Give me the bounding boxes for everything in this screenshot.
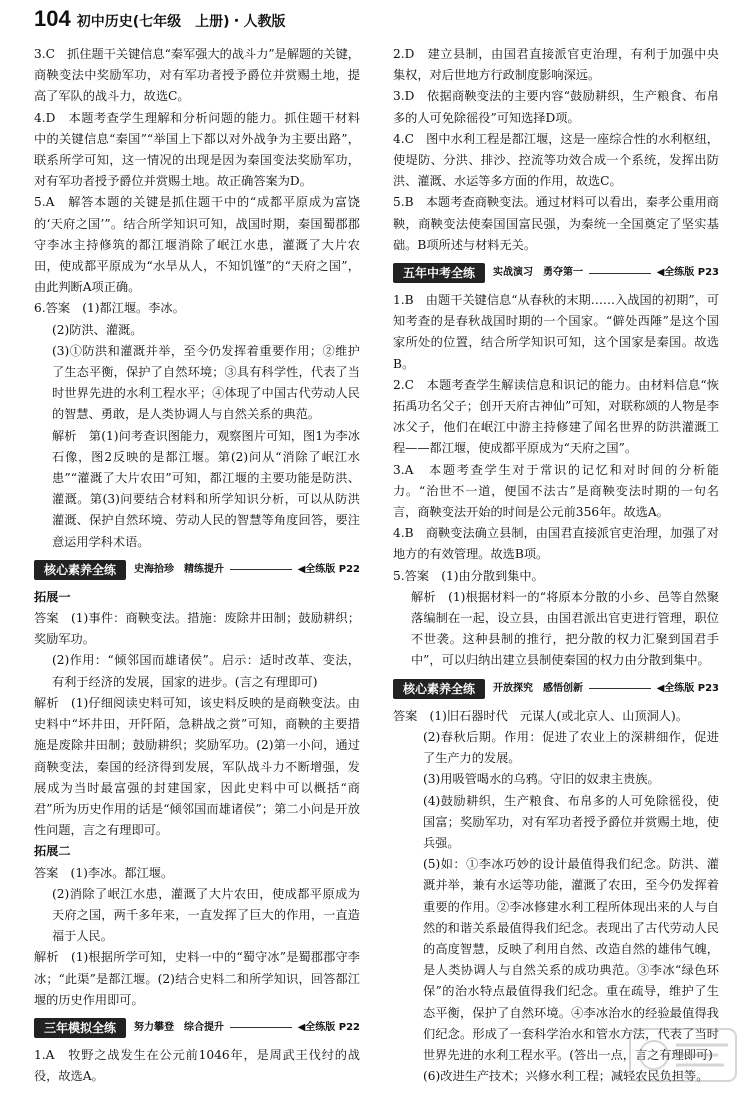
extension-two-analysis: 解析 (1)根据所学可知，史料一中的“蜀守冰”是蜀郡郡守李冰；“此渠”是都江堰。(2)结合史料二和所学知识，回答都江堰的历史作用即可。 <box>34 950 360 1007</box>
open-answer-5: (5)如：①李冰巧妙的设计最值得我们纪念。防洪、灌溉并举，兼有水运等功能，灌溉了农田，至今仍发挥着重要的作用。②李冰修建水利工程所体现出来的人与自然的和谐关系最值得我们纪念。表现出了古代劳动人民的高度智慧，反映了利用自然、改造自然的雄伟气魄，是人类协调人与自然关系的成功典范。③李冰“绿色环保”的治水特点最值得我们纪念。重在疏导，维护了生态平衡，保护了自然环境。④李冰治水的经验最值得我们纪念。形成了一套科学治水和管水方法，代表了当时世界先进的水利工程水平。(答出一点，言之有理即可) <box>423 857 719 1062</box>
watermark-logo <box>628 1025 738 1085</box>
section-subtitle: 开放探究 感悟创新 <box>493 683 584 695</box>
section-bar-five-year <box>393 262 719 284</box>
section-subtitle: 努力攀登 综合提升 <box>134 1022 225 1034</box>
extension-one-answer: 答案 (1)事件：商鞅变法。措施：废除井田制；鼓励耕织；奖励军功。 <box>34 611 360 647</box>
extension-two-answer-2: (2)消除了岷江水患，灌溉了大片农田，使成都平原成为天府之国，两千多年来，一直发挥了巨大的作用，一直造福于人民。 <box>52 886 360 944</box>
analysis-5: 解析 (1)根据材料一的“将原本分散的小乡、邑等自然聚落编制在一起，设立县，由国君派出官吏进行管理，职位不世袭。这种县制的推行，把分散的权力汇聚到国君手中”，可以归纳出建立县制使秦国的权力由分散到集中。 <box>411 589 719 668</box>
page-ref: ◀全练版 P23 <box>656 683 719 695</box>
section-tag: 五年中考全练 <box>393 263 485 283</box>
page-ref: ◀全练版 P22 <box>297 1022 360 1034</box>
page-number: 104 <box>34 6 71 31</box>
extension-one-answer-2: (2)作用：“倾邻国而雄诸侯”。启示：适时改革、变法，有利于经济的发展，国家的进步。(言之有理即可) <box>52 653 360 689</box>
extension-one-analysis: 解析 (1)仔细阅读史料可知，该史料反映的是商鞅变法。由史料中“坏井田，开阡陌，急耕战之赏”可知，商鞅的主要措施是废除井田制；鼓励耕织；奖励军功。(2)第一小问，通过商鞅变法，秦国的经济得到发展，军队战斗力不断增强，发展成为当时最富强的封建国家，因此史料中可以概括“商君”所为历史作用的话是“倾邻国而雄诸侯”；第二小问是开放性问题，言之有理即可。 <box>34 695 360 838</box>
section-bar-core-literacy-2 <box>393 678 719 700</box>
open-answer-6: (6)改进生产技术；兴修水利工程；减轻农民负担等。 <box>423 1069 709 1084</box>
answer-6-2: (2)防洪、灌溉。 <box>52 322 143 337</box>
answer-2d: 2.D 建立县制，由国君直接派官吏治理，有利于加强中央集权，对后世地方行政制度影响深远。 <box>393 47 719 83</box>
divider <box>230 1027 292 1028</box>
answer-4b: 4.B 商鞅变法确立县制，由国君直接派官吏治理，加强了对地方的有效管理。故选B项。 <box>393 526 719 562</box>
extension-two-answer: 答案 (1)李冰。都江堰。 <box>34 865 174 880</box>
section-tag: 三年模拟全练 <box>34 1018 126 1038</box>
answer-6: 6.答案 (1)都江堰。李冰。 <box>34 301 185 316</box>
answer-4c: 4.C 图中水利工程是都江堰，这是一座综合性的水利枢纽，使堤防、分洪、排沙、控流等功效合成一个系统，发挥出防洪、灌溉、水运等多方面的作用，故选C。 <box>393 131 719 189</box>
open-answer-4: (4)鼓励耕织，生产粮食、布帛多的人可免除徭役，使国富；奖励军功，对有军功者授予爵位并赏赐土地，使兵强。 <box>423 793 719 850</box>
divider <box>589 688 651 689</box>
answer-5b: 5.B 本题考查商鞅变法。通过材料可以看出，秦孝公重用商鞅，商鞅变法使秦国国富民强，为秦统一全国奠定了坚实基础。B项所述与材料无关。 <box>393 195 719 252</box>
answer-3c: 3.C 抓住题干关键信息“秦军强大的战斗力”是解题的关键，商鞅变法中奖励军功，对有军功者授予爵位并赏赐土地，提高了军队的战斗力，故选C。 <box>34 47 360 104</box>
answer-1a: 1.A 牧野之战发生在公元前1046年，是周武王伐纣的战役，故选A。 <box>34 1047 360 1084</box>
right-column <box>393 44 719 1087</box>
page-ref: ◀全练版 P22 <box>297 564 360 576</box>
answer-5: 5.答案 (1)由分散到集中。 <box>393 568 544 583</box>
section-subtitle: 史海拾珍 精练提升 <box>134 564 225 576</box>
answer-5a: 5.A 解答本题的关键是抓住题干中的“成都平原成为富饶的‘天府之国’”。结合所学知识可知，战国时期，秦国蜀郡郡守李冰主持修筑的都江堰消除了岷江水患，灌溉了大片农田，使成都平原成为“水旱从人，不知饥馑”的“天府之国”，由此判断A项正确。 <box>34 195 360 295</box>
page-header <box>34 8 286 38</box>
open-answer-1: 答案 (1)旧石器时代 元谋人(或北京人、山顶洞人)。 <box>393 708 688 723</box>
section-tag: 核心素养全练 <box>393 679 485 699</box>
section-bar-core-literacy <box>34 559 360 581</box>
analysis-6: 解析 第(1)问考查识图能力，观察图片可知，图1为李冰石像，图2反映的是都江堰。第(2)问从“消除了岷江水患”“灌溉了大片农田”可知，都江堰的主要功能是防洪、灌溉。第(3)问要结合材料和所学知识分析，可以从防洪灌溉、保护自然环境、劳动人民的智慧等角度回答，要注意运用学科术语。 <box>52 428 360 549</box>
divider <box>589 273 651 274</box>
section-subtitle: 实战演习 勇夺第一 <box>493 267 584 279</box>
answer-6-3: (3)①防洪和灌溉并举，至今仍发挥着重要作用；②维护了生态平衡，保护了自然环境；③具有科学性，代表了当时世界先进的水利工程水平；④体现了中国古代劳动人民的智慧、勇敢，是人类协调人与自然关系的典范。 <box>52 343 360 422</box>
section-bar-three-year <box>34 1017 360 1039</box>
section-tag: 核心素养全练 <box>34 560 126 580</box>
open-answer-3: (3)用吸管喝水的乌鸦。守旧的奴隶主贵族。 <box>423 772 660 787</box>
page-ref: ◀全练版 P23 <box>656 267 719 279</box>
open-answer-2: (2)春秋后期。作用：促进了农业上的深耕细作，促进了生产力的发展。 <box>423 729 719 766</box>
extension-one-heading: 拓展一 <box>34 589 71 604</box>
answer-3d: 3.D 依据商鞅变法的主要内容“鼓励耕织，生产粮食、布帛多的人可免除徭役”可知选择D项。 <box>393 89 719 125</box>
answer-2c: 2.C 本题考查学生解读信息和识记的能力。由材料信息“恢拓禹功名父子；创开天府古神仙”可知，对联称颂的人物是李冰父子，他们在岷江中游主持修建了闻名世界的防洪灌溉工程——都江堰，使成都平原成为“天府之国”。 <box>393 377 719 456</box>
left-column <box>34 44 360 1087</box>
answer-1b: 1.B 由题干关键信息“从春秋的末期……入战国的初期”，可知考查的是春秋战国时期的一个国家。“僻处西陲”是这个国家所处的位置，结合所学知识可知，这个国家是秦国。故选B。 <box>393 293 719 371</box>
answer-3a: 3.A 本题考查学生对于常识的记忆和对时间的分析能力。“治世不一道，便国不法古”是商鞅变法时期的一句名言，商鞅变法开始的时间是公元前356年。故选A。 <box>393 462 719 520</box>
divider <box>230 569 292 570</box>
book-title: 初中历史(七年级 上册)・人教版 <box>76 14 286 30</box>
answer-4d: 4.D 本题考查学生理解和分析问题的能力。抓住题干材料中的关键信息“秦国”“举国上下都以对外战争为主要出路”，联系所学可知，这一情况的出现是因为秦国变法奖励军功，对有军功者授予爵位并赏赐土地。故正确答案为D。 <box>34 110 360 189</box>
extension-two-heading: 拓展二 <box>34 844 71 859</box>
